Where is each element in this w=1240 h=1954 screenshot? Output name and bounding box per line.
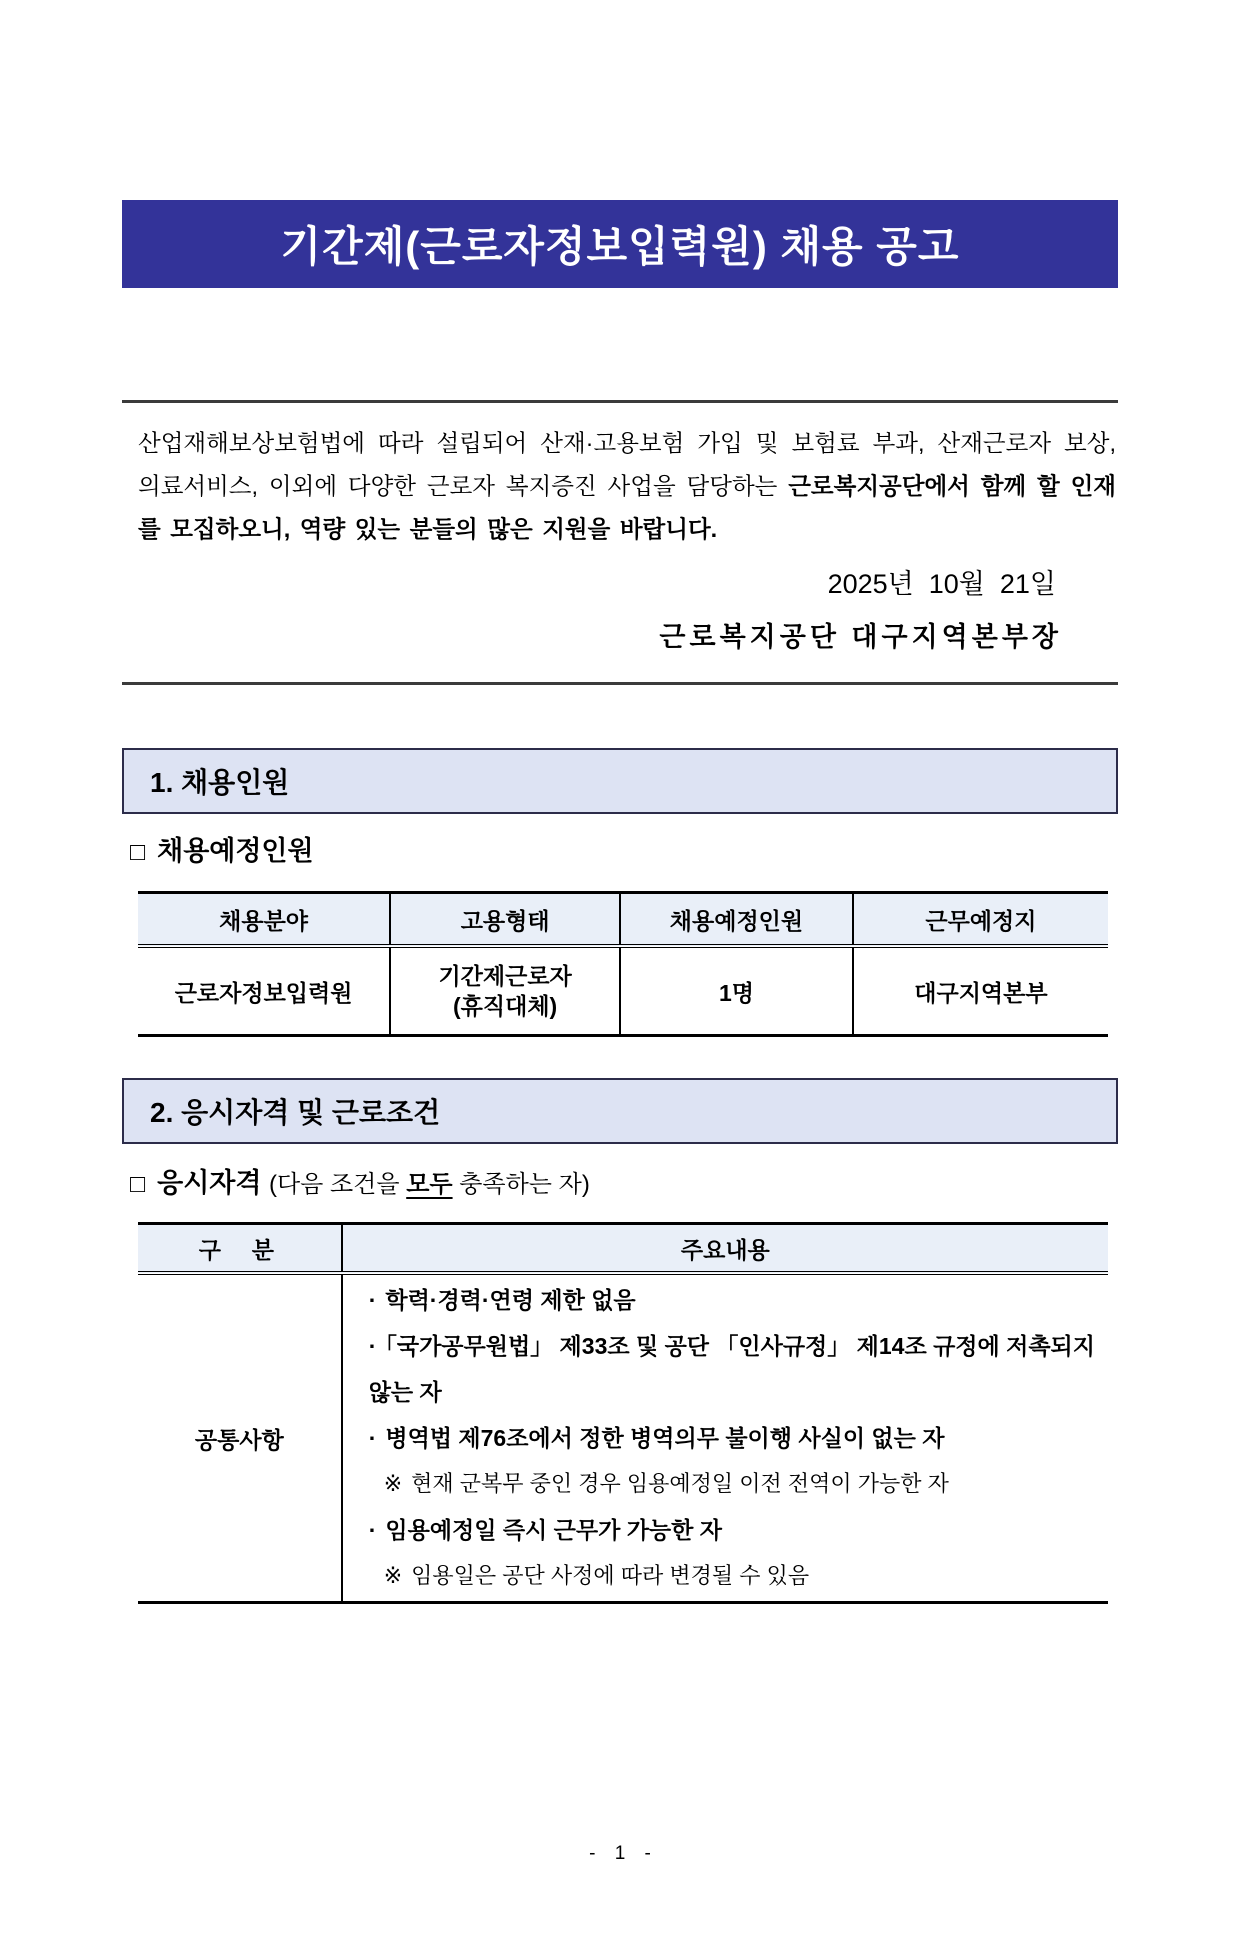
qualification-item [369,1277,1098,1323]
cell-employment-type [390,946,620,1036]
qualification-item [369,1415,1098,1461]
recruit-table-header-row [138,893,1108,947]
title-banner [122,200,1118,288]
recruit-table [138,891,1108,1037]
section-2-header [122,1078,1118,1144]
subsection-recruit-plan-title: 채용예정인원 [157,836,314,866]
col-header-worksite: 근무예정지 [853,893,1108,947]
qualification-item [369,1323,1098,1415]
qualification-table [138,1222,1108,1604]
signer: 근로복지공단 대구지역본부장 [659,622,1062,652]
qualification-item [369,1507,1098,1553]
reference-mark-icon: ※ [383,1563,403,1588]
cell-worksite: 대구지역본부 [853,946,1108,1036]
cell-field: 근로자정보입력원 [174,979,353,1006]
qualification-note-text: 임용일은 공단 사정에 따라 변경될 수 있음 [411,1563,810,1588]
subsection-qualification [122,1163,1118,1205]
divider-top [122,400,1118,403]
employment-type-line1: 기간제근로자 [438,963,572,989]
section-1-title: 1. 채용인원 [150,767,290,798]
dot-bullet-icon: · [368,1287,377,1313]
dot-bullet-icon: · [368,1517,377,1543]
col-header-details: 주요내용 [342,1224,1108,1274]
reference-mark-icon: ※ [383,1471,403,1496]
qualification-item-text: 병역법 제76조에서 정한 병역의무 불이행 사실이 없는 자 [385,1425,945,1451]
document-title: 기간제(근로자정보입력원) 채용 공고 [280,223,960,270]
note-suffix: 충족하는 자) [452,1171,590,1198]
page-number: - 1 - [589,1843,651,1864]
qualification-item-text: 학력·경력·연령 제한 없음 [385,1287,636,1313]
qualification-note [369,1553,1098,1599]
qualification-item-text: 「국가공무원법」 제33조 및 공단 「인사규정」 제14조 규정에 저촉되지 않는 자 [368,1333,1095,1405]
square-bullet-icon: □ [130,1170,146,1198]
col-header-field: 채용분야 [138,893,390,947]
qualification-note [369,1461,1098,1507]
square-bullet-icon: □ [130,838,146,866]
note-prefix: (다음 조건을 [268,1171,407,1198]
employment-type-line2: (휴직대체) [453,993,558,1019]
qualification-table-header-row [138,1224,1108,1274]
recruit-table-row [138,946,1108,1036]
intro-paragraph [122,422,1118,551]
subsection-recruit-plan [122,834,1118,869]
note-emphasis: 모두 [406,1171,453,1198]
cell-qualification-items [342,1273,1108,1603]
qualification-condition-note [269,1171,590,1198]
divider-signature [122,682,1118,685]
qualification-note-text: 현재 군복무 중인 경우 임용예정일 이전 전역이 가능한 자 [411,1471,949,1496]
qualification-item-text: 임용예정일 즉시 근무가 가능한 자 [385,1517,722,1543]
document-body [122,200,1118,1604]
cell-category-label: 공통사항 [194,1426,284,1453]
cell-headcount: 1명 [620,946,853,1036]
subsection-qualification-title: 응시자격 [157,1168,262,1198]
dot-bullet-icon: · [368,1333,377,1359]
col-header-category: 구 분 [138,1224,342,1274]
intro-text-normal: 산업재해보상보험법에 따라 설립되어 산재·고용보험 가입 및 보험료 부과, 산재근로자 보상, 의료서비스, 이외에 다양한 근로자 복지증진 사업을 담당하는 [138,430,1116,499]
col-header-headcount: 채용예정인원 [620,893,853,947]
col-header-employment-type: 고용형태 [390,893,620,947]
announcement-date: 2025년 10월 21일 [827,569,1056,599]
intro-text-bold: 근로복지공단에서 함께 할 인재를 모집하오니, 역량 있는 분들의 많은 지원을 바랍니다. [138,473,1116,542]
section-1-header [122,748,1118,814]
qualification-table-row [138,1273,1108,1603]
dot-bullet-icon: · [368,1425,377,1451]
section-2-title: 2. 응시자격 및 근로조건 [150,1097,441,1128]
